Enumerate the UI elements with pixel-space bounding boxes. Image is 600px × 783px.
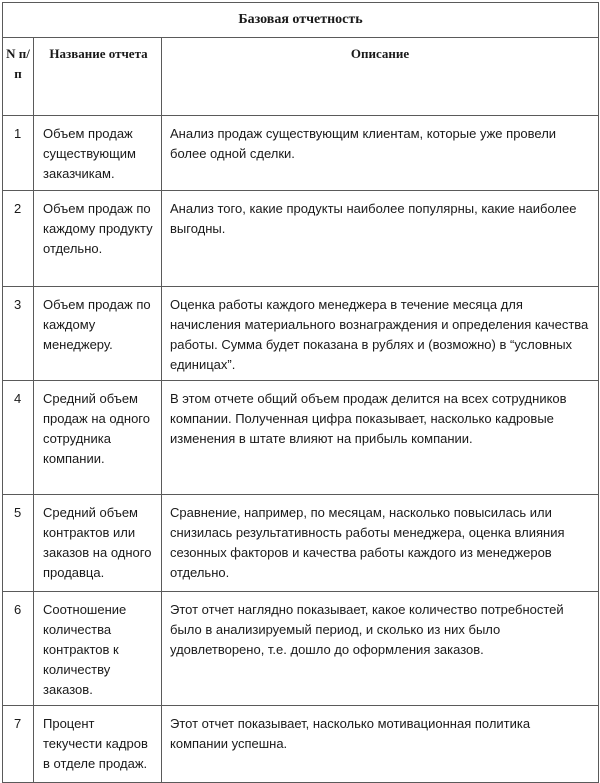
report-name: Процент текучести кадров в отделе продаж. (34, 706, 162, 783)
report-description: В этом отчете общий объем продаж делится на всех сотрудников компании. Полученная цифра показывает, насколько кадровые изменения в штате влияют на прибыль компании. (162, 381, 599, 495)
table-row (3, 287, 599, 381)
header-name: Название отчета (34, 38, 162, 116)
report-table (2, 2, 599, 783)
report-description: Этот отчет показывает, насколько мотивационная политика компании успешна. (162, 706, 599, 783)
report-description: Анализ продаж существующим клиентам, которые уже провели более одной сделки. (162, 116, 599, 191)
row-number: 7 (3, 706, 34, 783)
row-number: 3 (3, 287, 34, 381)
header-description: Описание (162, 38, 599, 116)
row-number: 1 (3, 116, 34, 191)
table-row (3, 592, 599, 706)
report-name: Объем продаж по каждому менеджеру. (34, 287, 162, 381)
header-row (3, 38, 599, 116)
report-name: Средний объем контрактов или заказов на одного продавца. (34, 495, 162, 592)
title-row (3, 3, 599, 38)
report-description: Сравнение, например, по месяцам, насколько повысилась или снизилась результативность работы менеджера, оценка влияния сезонных факторов и качества работы каждого из менеджеров отдельно. (162, 495, 599, 592)
report-name: Средний объем продаж на одного сотрудника компании. (34, 381, 162, 495)
report-name: Соотношение количества контрактов к количеству заказов. (34, 592, 162, 706)
row-number: 4 (3, 381, 34, 495)
report-name: Объем продаж существующим заказчикам. (34, 116, 162, 191)
table-row (3, 381, 599, 495)
report-description: Этот отчет наглядно показывает, какое количество потребностей было в анализируемый период, и сколько из них было удовлетворено, т.е. дошло до оформления заказов. (162, 592, 599, 706)
table-title: Базовая отчетность (3, 3, 599, 38)
row-number: 6 (3, 592, 34, 706)
report-name: Объем продаж по каждому продукту отдельно. (34, 191, 162, 287)
table-row (3, 495, 599, 592)
report-description: Оценка работы каждого менеджера в течение месяца для начисления материального вознаграждения и определения качества работы. Сумма будет показана в рублях и (возможно) в “условных единицах”. (162, 287, 599, 381)
row-number: 5 (3, 495, 34, 592)
table-row (3, 706, 599, 783)
report-description: Анализ того, какие продукты наиболее популярны, какие наиболее выгодны. (162, 191, 599, 287)
header-number: N п/п (3, 38, 34, 116)
row-number: 2 (3, 191, 34, 287)
table-row (3, 116, 599, 191)
table-row (3, 191, 599, 287)
